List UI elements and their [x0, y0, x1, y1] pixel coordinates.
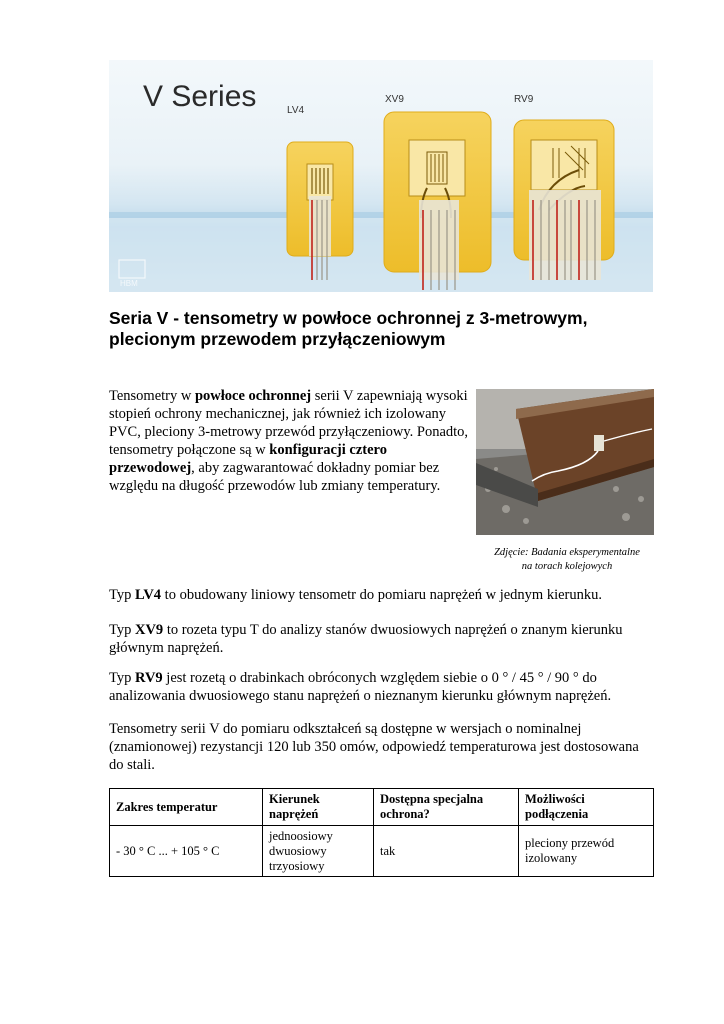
logo-text: HBM: [120, 279, 138, 288]
caption-line-1: Zdjęcie: Badania eksperymentalne: [494, 547, 640, 558]
cell-temperature: - 30 ° C ... + 105 ° C: [110, 826, 263, 877]
type-prefix: Typ: [109, 622, 135, 638]
cell-directions: [263, 826, 374, 877]
type-description: jest rozetą o drabinkach obróconych względem siebie o 0 ° / 45 ° / 90 ° do analizowania dwuosiowego stanu naprężeń o nieznanym kierunku głównym naprężeń.: [109, 670, 612, 704]
gauges-illustration: [109, 60, 653, 292]
xv9-gauge: [384, 112, 491, 290]
photo-caption: [478, 546, 656, 574]
xv9-label: XV9: [385, 94, 404, 105]
railway-photo: [476, 389, 654, 535]
header-direction: Kierunek naprężeń: [263, 789, 374, 826]
type-prefix: Typ: [109, 587, 135, 603]
header-protection: Dostępna specjalna ochrona?: [374, 789, 519, 826]
type-xv9-paragraph: [109, 621, 654, 657]
direction-item: jednoosiowy: [269, 828, 333, 843]
type-code: LV4: [134, 587, 162, 603]
header-temperature: Zakres temperatur: [110, 789, 263, 826]
cell-protection: tak: [374, 826, 519, 877]
product-banner-image: [109, 60, 653, 292]
lv4-label: LV4: [287, 105, 305, 116]
intro-text-2: serii V zapewniają wysoki stopień ochrony mechanicznej, jak również ich izolowany PVC, pleciony 3-metrowy przewód przyłączeniowy. Ponadto, tensometry połączone są w: [109, 388, 469, 458]
intro-bold-1: powłoce ochronnej: [194, 388, 312, 404]
type-prefix: Typ: [109, 670, 135, 686]
type-description: to obudowany liniowy tensometr do pomiaru naprężeń w jednym kierunku.: [161, 587, 602, 603]
type-rv9-paragraph: [109, 669, 654, 705]
rv9-gauge: [514, 120, 614, 280]
table-row: [110, 826, 654, 877]
table-header-row: [110, 789, 654, 826]
type-code: RV9: [134, 670, 163, 686]
intro-paragraph: [109, 387, 469, 495]
intro-bold-2: konfiguracji cztero przewodowej: [109, 442, 387, 476]
intro-text-1: Tensometry w: [109, 388, 195, 404]
resistance-paragraph: Tensometry serii V do pomiaru odkształceń są dostępne w wersjach o nominalnej (znamionowej) rezystancji 120 lub 350 omów, odpowiedź temperaturowa jest dostosowana do stali.: [109, 721, 639, 773]
direction-item: dwuosiowy: [269, 843, 327, 858]
header-connection: Możliwości podłączenia: [519, 789, 654, 826]
cell-connection: pleciony przewód izolowany: [519, 826, 654, 877]
spec-table: [109, 788, 654, 877]
series-label: V Series: [143, 80, 257, 113]
intro-text-3: , aby zagwarantować dokładny pomiar bez względu na długość przewodów lub zmiany temperatury.: [109, 460, 441, 494]
page-title: Seria V - tensometry w powłoce ochronnej z 3-metrowym, plecionym przewodem przyłączeniowym: [109, 308, 588, 349]
direction-item: trzyosiowy: [269, 858, 325, 873]
type-code: XV9: [134, 622, 164, 638]
caption-line-2: na torach kolejowych: [521, 561, 613, 572]
rv9-label: RV9: [514, 94, 534, 105]
type-description: to rozeta typu T do analizy stanów dwuosiowych naprężeń o znanym kierunku głównym naprężeń.: [109, 622, 623, 656]
type-lv4-paragraph: [109, 586, 654, 604]
